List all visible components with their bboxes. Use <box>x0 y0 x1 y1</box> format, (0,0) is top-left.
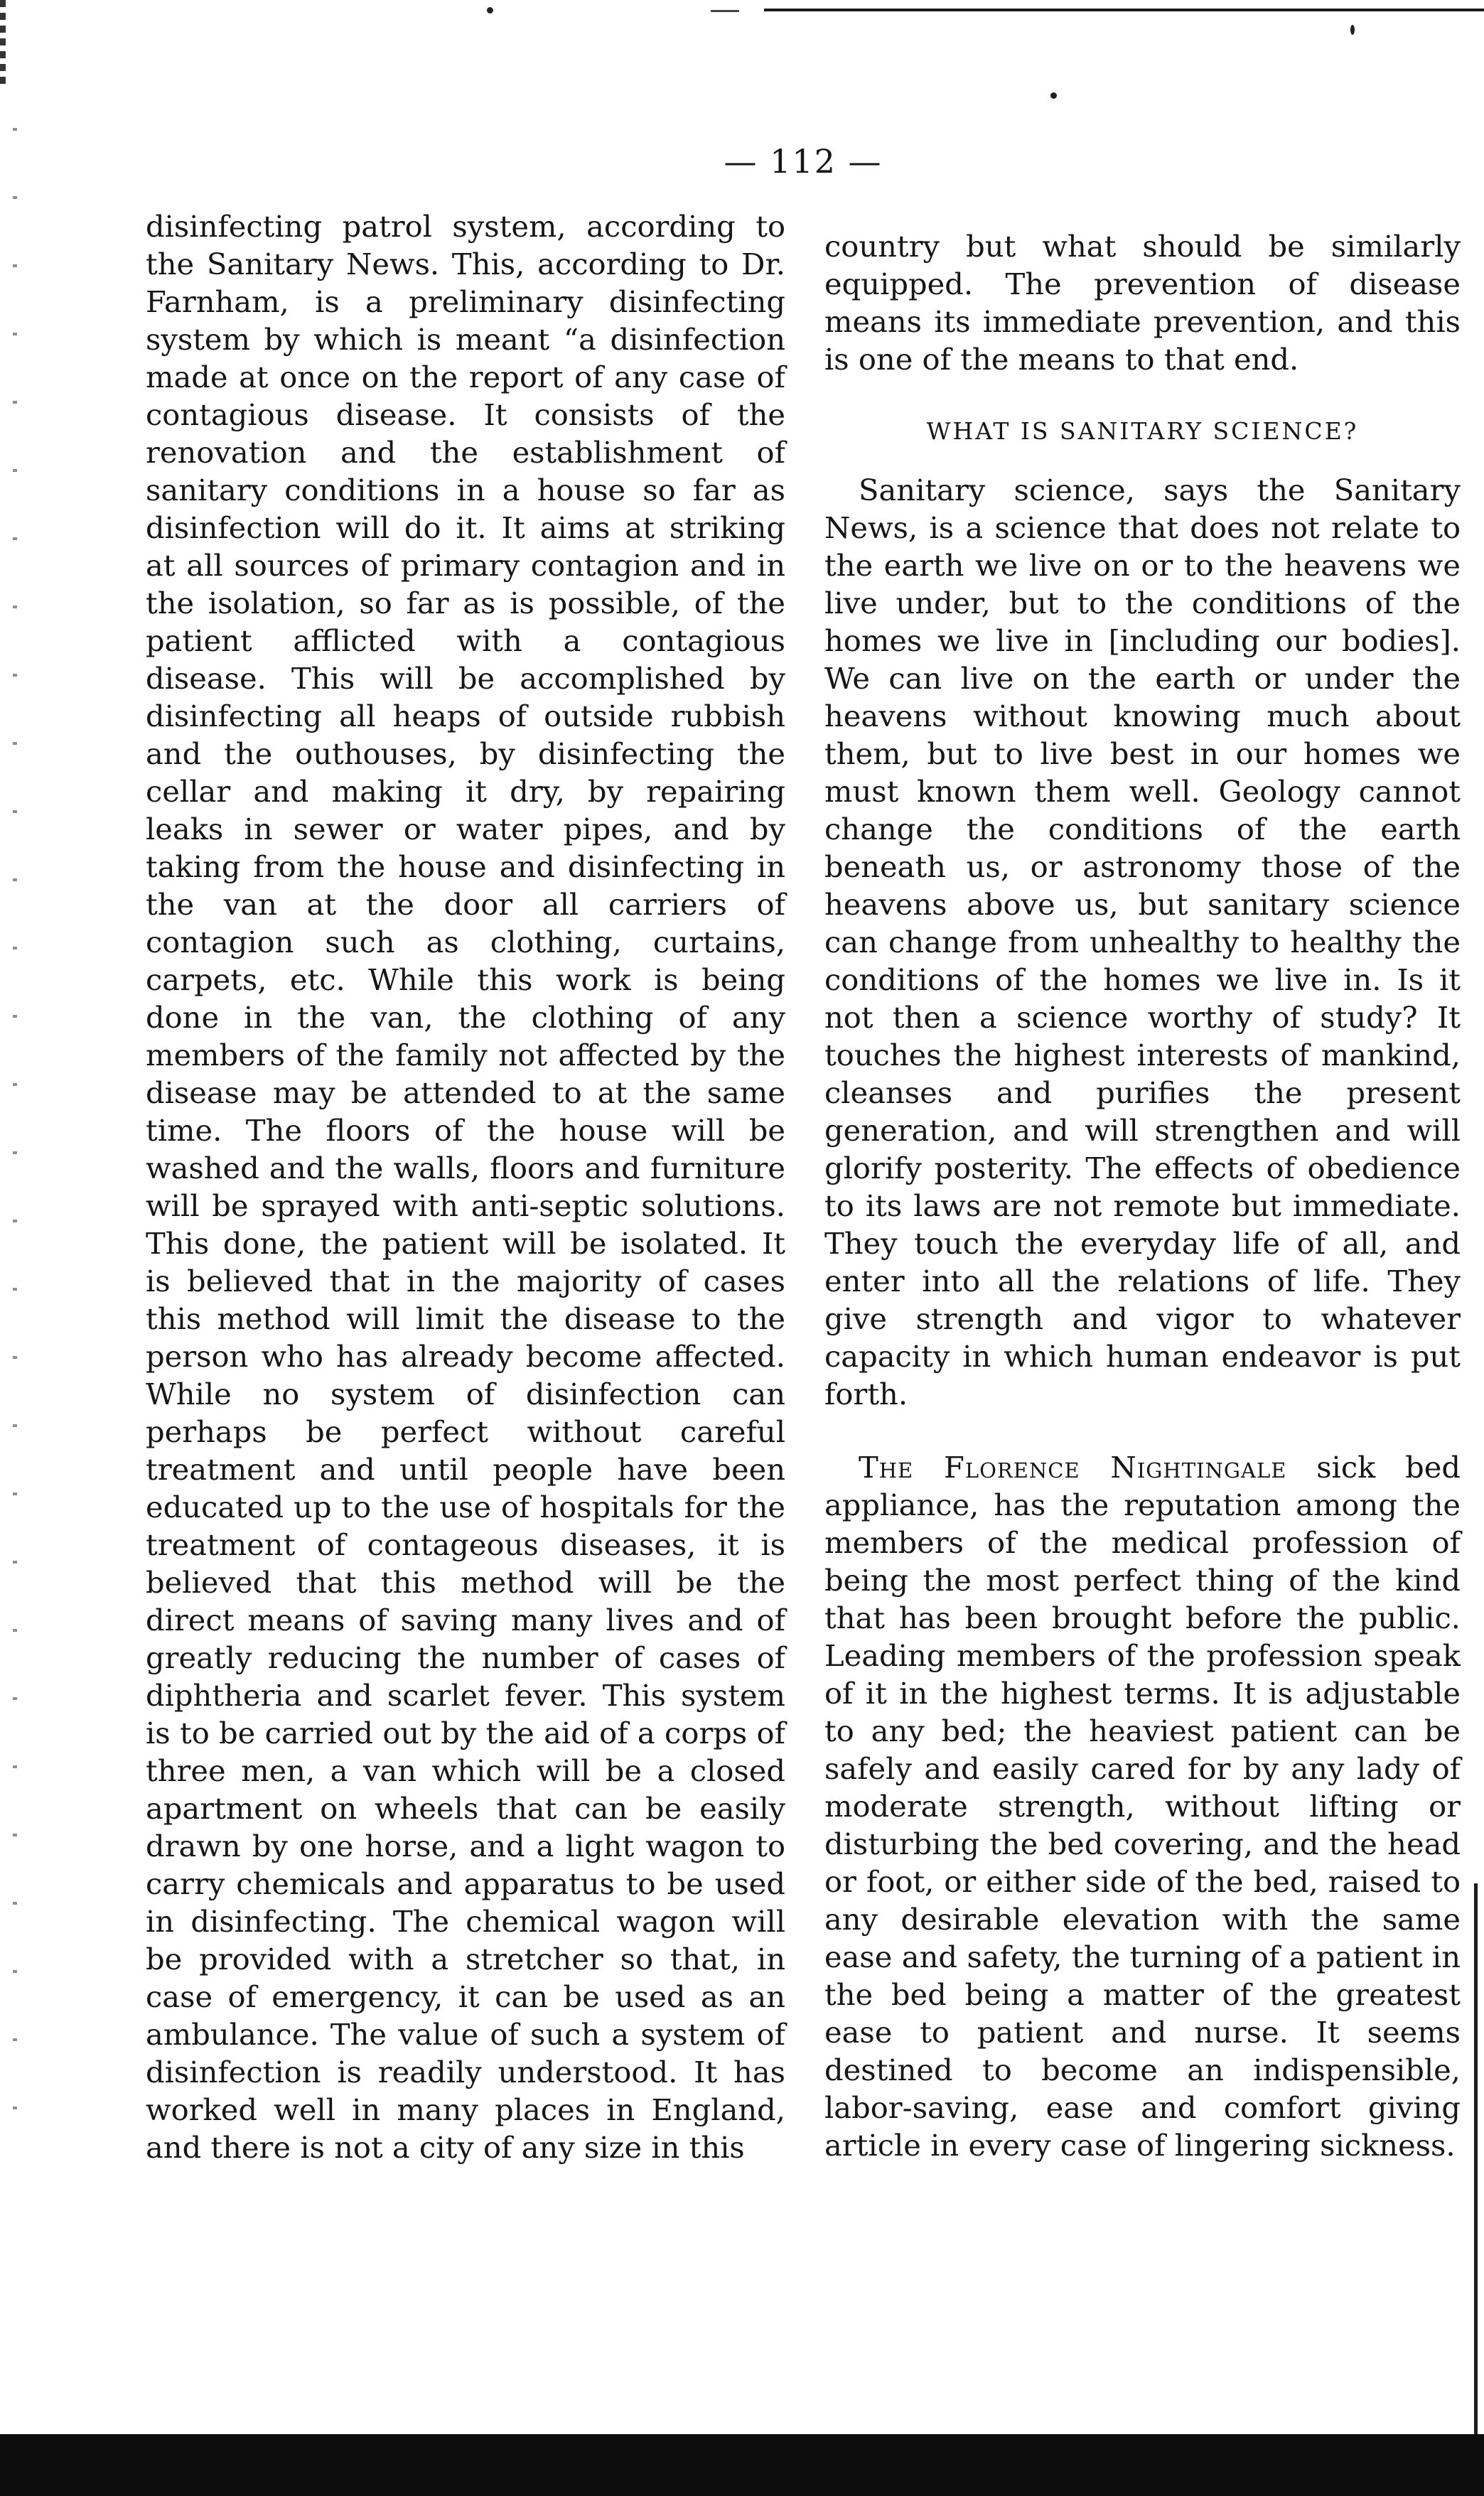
scan-border-bottom <box>0 2434 1484 2496</box>
scan-binding-edge <box>0 0 6 85</box>
scan-speck <box>487 7 493 14</box>
scan-speck <box>1050 92 1057 99</box>
scan-speck <box>1350 25 1355 35</box>
left-column <box>146 208 785 2166</box>
nightingale-lead-caps: The Florence Nightingale <box>859 1450 1287 1485</box>
scan-border-top <box>764 9 1484 11</box>
scan-border-right <box>1474 1883 1478 2452</box>
section-heading: WHAT IS SANITARY SCIENCE? <box>926 417 1359 445</box>
scan-mark-top <box>711 10 739 12</box>
page-number: — 112 — <box>724 142 883 181</box>
scan-margin-specks <box>13 128 17 2118</box>
disinfecting-paragraph: disinfecting patrol system, according to the Sanitary News. This, according to Dr. Farnham, is a preliminary disinfecting system by which is meant “a disinfection made at once on the report of any case of contagious disease. It consists of the renovation and the establishment of sanitary conditions in a house so far as disinfection will do it. It aims at striking at all sources of primary contagion and in the isolation, so far as is possible, of the patient afflicted with a contagious disease. This will be accomplished by disinfecting all heaps of outside rubbish and the outhouses, by disinfecting the cellar and making it dry, by repairing leaks in sewer or water pipes, and by taking from the house and disinfecting in the van at the door all carriers of contagion such as clothing, curtains, carpets, etc. While this work is being done in the van, the clothing of any members of the family not affected by the disease may be attended to at the same time. The floors of the house will be washed and the walls, floors and furniture will be sprayed with anti-septic solutions. This done, the patient will be isolated. It is believed that in the majority of cases this method will limit the disease to the person who has already become affected. While no system of disinfection can perhaps be perfect without careful treatment and until people have been educated up to the use of hospitals for the treatment of contageous diseases, it is believed that this method will be the direct means of saving many lives and of greatly reducing the number of cases of diphtheria and scarlet fever. This system is to be carried out by the aid of a corps of three men, a van which will be a closed apartment on wheels that can be easily drawn by one horse, and a light wagon to carry chemicals and apparatus to be used in disinfecting. The chemical wagon will be provided with a stretcher so that, in case of emergency, it can be used as an ambulance. The value of such a system of disinfection is readily understood. It has worked well in many places in England, and there is not a city of any size in this <box>146 209 785 2165</box>
nightingale-text: sick bed appliance, has the reputation among the members of the medical profession of being the most perfect thing of the kind that has been brought before the public. Leading members of the profession speak of it in the highest terms. It is adjustable to any bed; the heaviest patient can be safely and easily cared for by any lady of moderate strength, without lifting or disturbing the bed covering, and the head or foot, or either side of the bed, raised to any desirable elevation with the same ease and safety, the turning of a patient in the bed being a matter of the greatest ease to patient and nurse. It seems destined to become an indispensible, labor-saving, ease and comfort giving article in every case of lingering sickness. <box>824 1450 1461 2163</box>
right-column <box>824 227 1461 2164</box>
nightingale-paragraph <box>824 1448 1461 2164</box>
continuation-paragraph: country but what should be similarly equipped. The prevention of disease means its immediate prevention, and this is one of the means to that end. <box>824 229 1461 377</box>
sanitary-science-paragraph: Sanitary science, says the Sanitary News, is a science that does not relate to the earth we live on or to the heavens we live under, but to the conditions of the homes we live in [including our bodies]. We can live on the earth or under the heavens without knowing much about them, but to live best in our homes we must known them well. Geology cannot change the conditions of the earth beneath us, or astronomy those of the heavens above us, but sanitary science can change from unhealthy to healthy the conditions of the homes we live in. Is it not then a science worthy of study? It touches the highest interests of mankind, cleanses and purifies the present generation, and will strengthen and will glorify posterity. The effects of obedience to its laws are not remote but immediate. They touch the everyday life of all, and enter into all the relations of life. They give strength and vigor to whatever capacity in which human endeavor is put forth. <box>824 473 1461 1411</box>
